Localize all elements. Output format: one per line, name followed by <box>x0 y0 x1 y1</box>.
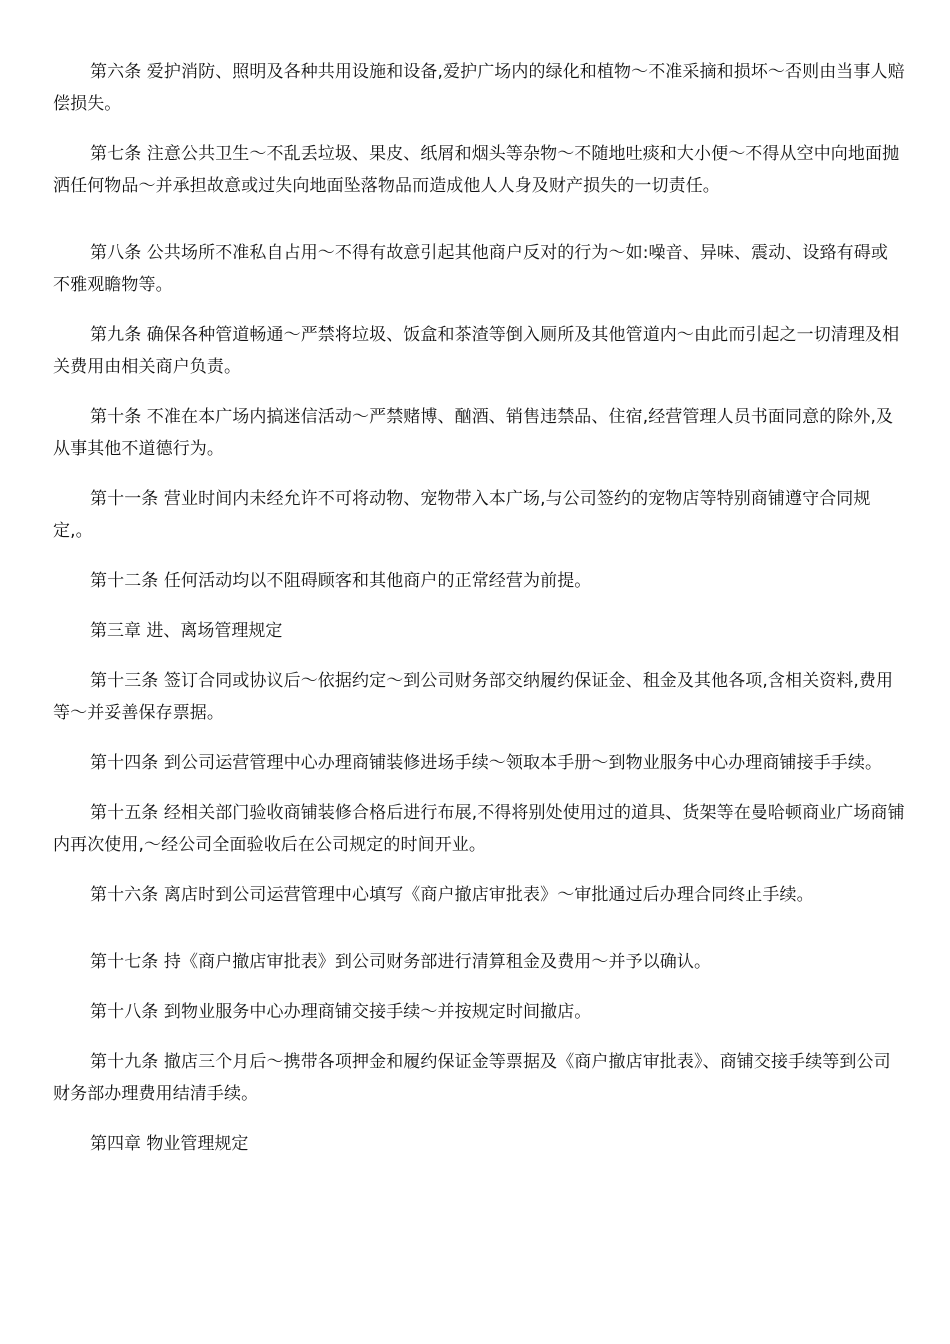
article-13: 第十三条 签订合同或协议后～依据约定～到公司财务部交纳履约保证金、租金及其他各项,含相关资料,费用等～并妥善保存票据。 <box>53 671 894 723</box>
article-6: 第六条 爱护消防、照明及各种共用设施和设备,爱护广场内的绿化和植物～不准采摘和损坏～否则由当事人赔偿损失。 <box>53 62 905 114</box>
chapter-3-heading: 第三章 进、离场管理规定 <box>90 621 283 641</box>
article-14: 第十四条 到公司运营管理中心办理商铺装修进场手续～领取本手册～到物业服务中心办理商铺接手手续。 <box>90 753 883 773</box>
article-18: 第十八条 到物业服务中心办理商铺交接手续～并按规定时间撤店。 <box>90 1002 592 1022</box>
article-12: 第十二条 任何活动均以不阻碍顾客和其他商户的正常经营为前提。 <box>90 571 592 591</box>
article-17: 第十七条 持《商户撤店审批表》到公司财务部进行清算租金及费用～并予以确认。 <box>90 952 712 972</box>
article-11: 第十一条 营业时间内未经允许不可将动物、宠物带入本广场,与公司签约的宠物店等特别商铺遵守合同规定,。 <box>53 489 871 541</box>
article-15: 第十五条 经相关部门验收商铺装修合格后进行布展,不得将别处使用过的道具、货架等在曼哈顿商业广场商铺内再次使用,～经公司全面验收后在公司规定的时间开业。 <box>53 803 905 855</box>
chapter-4-heading: 第四章 物业管理规定 <box>90 1134 249 1154</box>
article-7: 第七条 注意公共卫生～不乱丢垃圾、果皮、纸屑和烟头等杂物～不随地吐痰和大小便～不得从空中向地面抛洒任何物品～并承担故意或过失向地面坠落物品而造成他人人身及财产损失的一切责任。 <box>53 144 900 196</box>
article-8: 第八条 公共场所不准私自占用～不得有故意引起其他商户反对的行为～如:噪音、异味、震动、设臵有碍或不雅观瞻物等。 <box>53 243 888 295</box>
article-9: 第九条 确保各种管道畅通～严禁将垃圾、饭盒和茶渣等倒入厕所及其他管道内～由此而引起之一切清理及相关费用由相关商户负责。 <box>53 325 900 377</box>
article-10: 第十条 不准在本广场内搞迷信活动～严禁赌博、酗酒、销售违禁品、住宿,经营管理人员书面同意的除外,及从事其他不道德行为。 <box>53 407 894 459</box>
document-page <box>53 56 905 1160</box>
article-16: 第十六条 离店时到公司运营管理中心填写《商户撤店审批表》～审批通过后办理合同终止手续。 <box>90 885 814 905</box>
article-19: 第十九条 撤店三个月后～携带各项押金和履约保证金等票据及《商户撤店审批表》、商铺交接手续等到公司财务部办理费用结清手续。 <box>53 1052 891 1104</box>
